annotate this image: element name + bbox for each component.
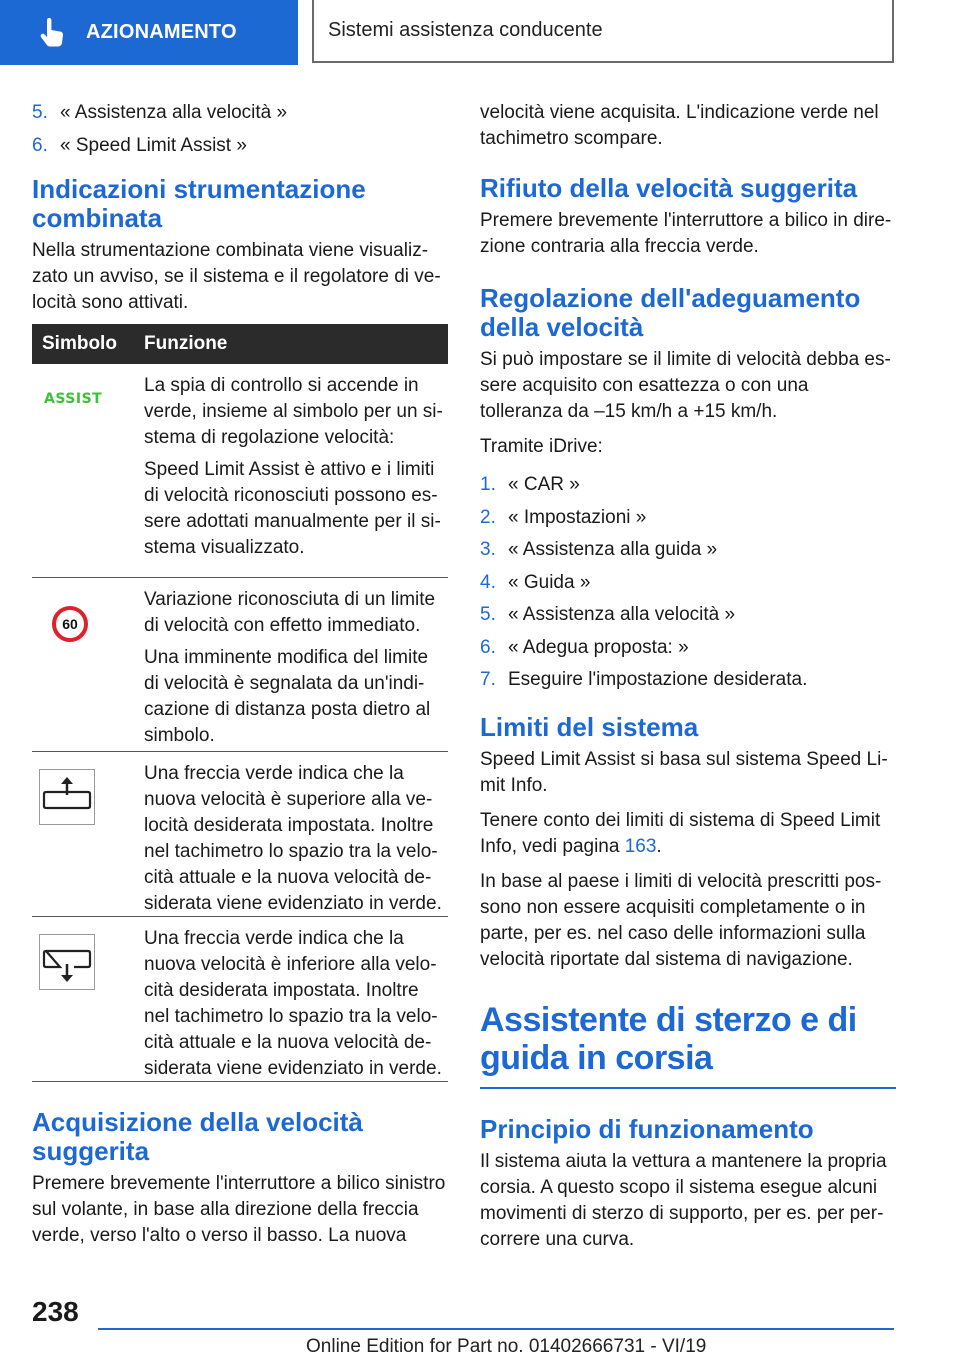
heading-limiti: Limiti del sistema xyxy=(480,712,699,742)
paragraph-limiti-2: Tenere conto dei limiti di sistema di Speed Limit Info, vedi pagina 163. xyxy=(480,810,881,857)
speed-down-arrow-icon xyxy=(39,934,95,990)
function-cell: Una freccia verde indica che la nuova velocità è superiore alla velocità desiderata impostata. Inoltre nel tachimetro lo spazio tra la velocità attuale e la nuova velocità desiderata viene evidenziato in verde. xyxy=(144,762,442,914)
hand-pointer-icon xyxy=(38,18,66,48)
paragraph-continuation: velocità viene acquisita. L'indicazione verde nel tachimetro scompare. xyxy=(480,102,879,149)
function-cell: La spia di controllo si accende in verde, insieme al simbolo per un sistema di regolazione velocità: Speed Limit Assist è attivo e i limiti di velocità riconosciuti possono essere adottati manualmente per il sistema visualizzato. xyxy=(144,374,443,558)
symbols-table xyxy=(32,324,448,1082)
paragraph-indicazioni: Nella strumentazione combinata viene visualizzato un avviso, se il sistema e il regolatore di velocità sono attivati. xyxy=(32,239,441,313)
footer-rule xyxy=(98,1328,894,1330)
symbol-cell xyxy=(32,373,144,565)
list-item: 5. « Assistenza alla velocità » xyxy=(32,102,288,123)
paragraph-limiti-1: Speed Limit Assist si basa sul sistema Speed Limit Info. xyxy=(480,749,888,796)
paragraph-limiti-3: In base al paese i limiti di velocità prescritti possono non essere acquisiti completamente o in parte, per es. nel caso delle informazioni sulla velocità riportate dal sistema di navigazione. xyxy=(480,871,882,970)
function-cell: Una freccia verde indica che la nuova velocità è inferiore alla velocità desiderata impostata. Inoltre nel tachimetro lo spazio tra la velocità attuale e la nuova velocità desiderata viene evidenziato in verde. xyxy=(144,927,442,1079)
list-item: 6. « Adegua proposta: » xyxy=(480,636,689,658)
column-header-function: Funzione xyxy=(144,332,228,354)
list-item: 3. « Assistenza alla guida » xyxy=(480,539,718,560)
column-header-symbol: Simbolo xyxy=(42,332,117,354)
list-item: 5. « Assistenza alla velocità » xyxy=(480,604,736,625)
idrive-menu-list xyxy=(480,472,896,693)
speed-limit-sign-icon: 60 xyxy=(52,606,88,642)
paragraph-rifiuto: Premere brevemente l'interruttore a bilico in direzione contraria alla freccia verde. xyxy=(480,210,892,257)
list-item: 1. « CAR » xyxy=(480,474,580,495)
heading-regolazione: Regolazione dell'adeguamento della velocità xyxy=(480,283,861,342)
right-column xyxy=(480,100,896,1253)
paragraph-tramite-idrive: Tramite iDrive: xyxy=(480,436,603,457)
chapter-title: AZIONAMENTO xyxy=(86,21,237,43)
list-item: 4. « Guida » xyxy=(480,571,591,593)
heading-acquisizione: Acquisizione della velocità suggerita xyxy=(32,1106,363,1166)
section-title: Sistemi assistenza conducente xyxy=(328,19,603,41)
heading-rule xyxy=(480,1087,896,1089)
left-column xyxy=(32,100,448,1249)
symbol-cell xyxy=(32,587,144,739)
chapter-heading-assistente: Assistente di sterzo e di guida in corsia xyxy=(480,1001,857,1077)
menu-path-list-top xyxy=(32,100,448,159)
paragraph-principio: Il sistema aiuta la vettura a mantenere la propria corsia. A questo scopo il sistema esegue alcuni movimenti di sterzo di supporto, per es. per percorrere una curva. xyxy=(480,1151,887,1250)
page-number: 238 xyxy=(32,1296,79,1327)
speed-up-arrow-icon xyxy=(39,769,95,825)
chapter-tab xyxy=(0,0,298,65)
section-header xyxy=(312,0,894,63)
list-item: 6. « Speed Limit Assist » xyxy=(32,134,247,156)
heading-rifiuto: Rifiuto della velocità suggerita xyxy=(480,173,858,203)
table-row xyxy=(32,578,448,752)
function-cell: Variazione riconosciuta di un limite di velocità con effetto immediato. Una imminente modifica del limite di velocità è segnalata da un'indicazione di distanza posta dietro al simbolo. xyxy=(144,588,436,746)
symbol-cell xyxy=(32,761,144,904)
paragraph-regolazione: Si può impostare se il limite di velocità debba essere acquisito con esattezza o con una tolleranza da –15 km/h a +15 km/h. xyxy=(480,349,891,422)
assist-indicator-icon: ASSIST xyxy=(44,390,103,407)
table-row xyxy=(32,364,448,578)
list-item: 7. Eseguire l'impostazione desiderata. xyxy=(480,669,808,690)
table-row xyxy=(32,917,448,1082)
paragraph-acquisizione: Premere brevemente l'interruttore a bilico sinistro sul volante, in base alla direzione della freccia verde, verso l'alto o verso il basso. La nuova xyxy=(32,1172,446,1246)
list-item: 2. « Impostazioni » xyxy=(480,506,647,528)
symbol-cell xyxy=(32,926,144,1069)
heading-principio: Principio di funzionamento xyxy=(480,1114,814,1144)
heading-indicazioni: Indicazioni strumentazione combinata xyxy=(32,173,366,233)
page-reference-link[interactable]: 163 xyxy=(624,836,657,857)
table-row xyxy=(32,752,448,917)
footer-edition-text: Online Edition for Part no. 01402666731 - VI/19 xyxy=(306,1336,707,1357)
table-header xyxy=(32,324,448,364)
